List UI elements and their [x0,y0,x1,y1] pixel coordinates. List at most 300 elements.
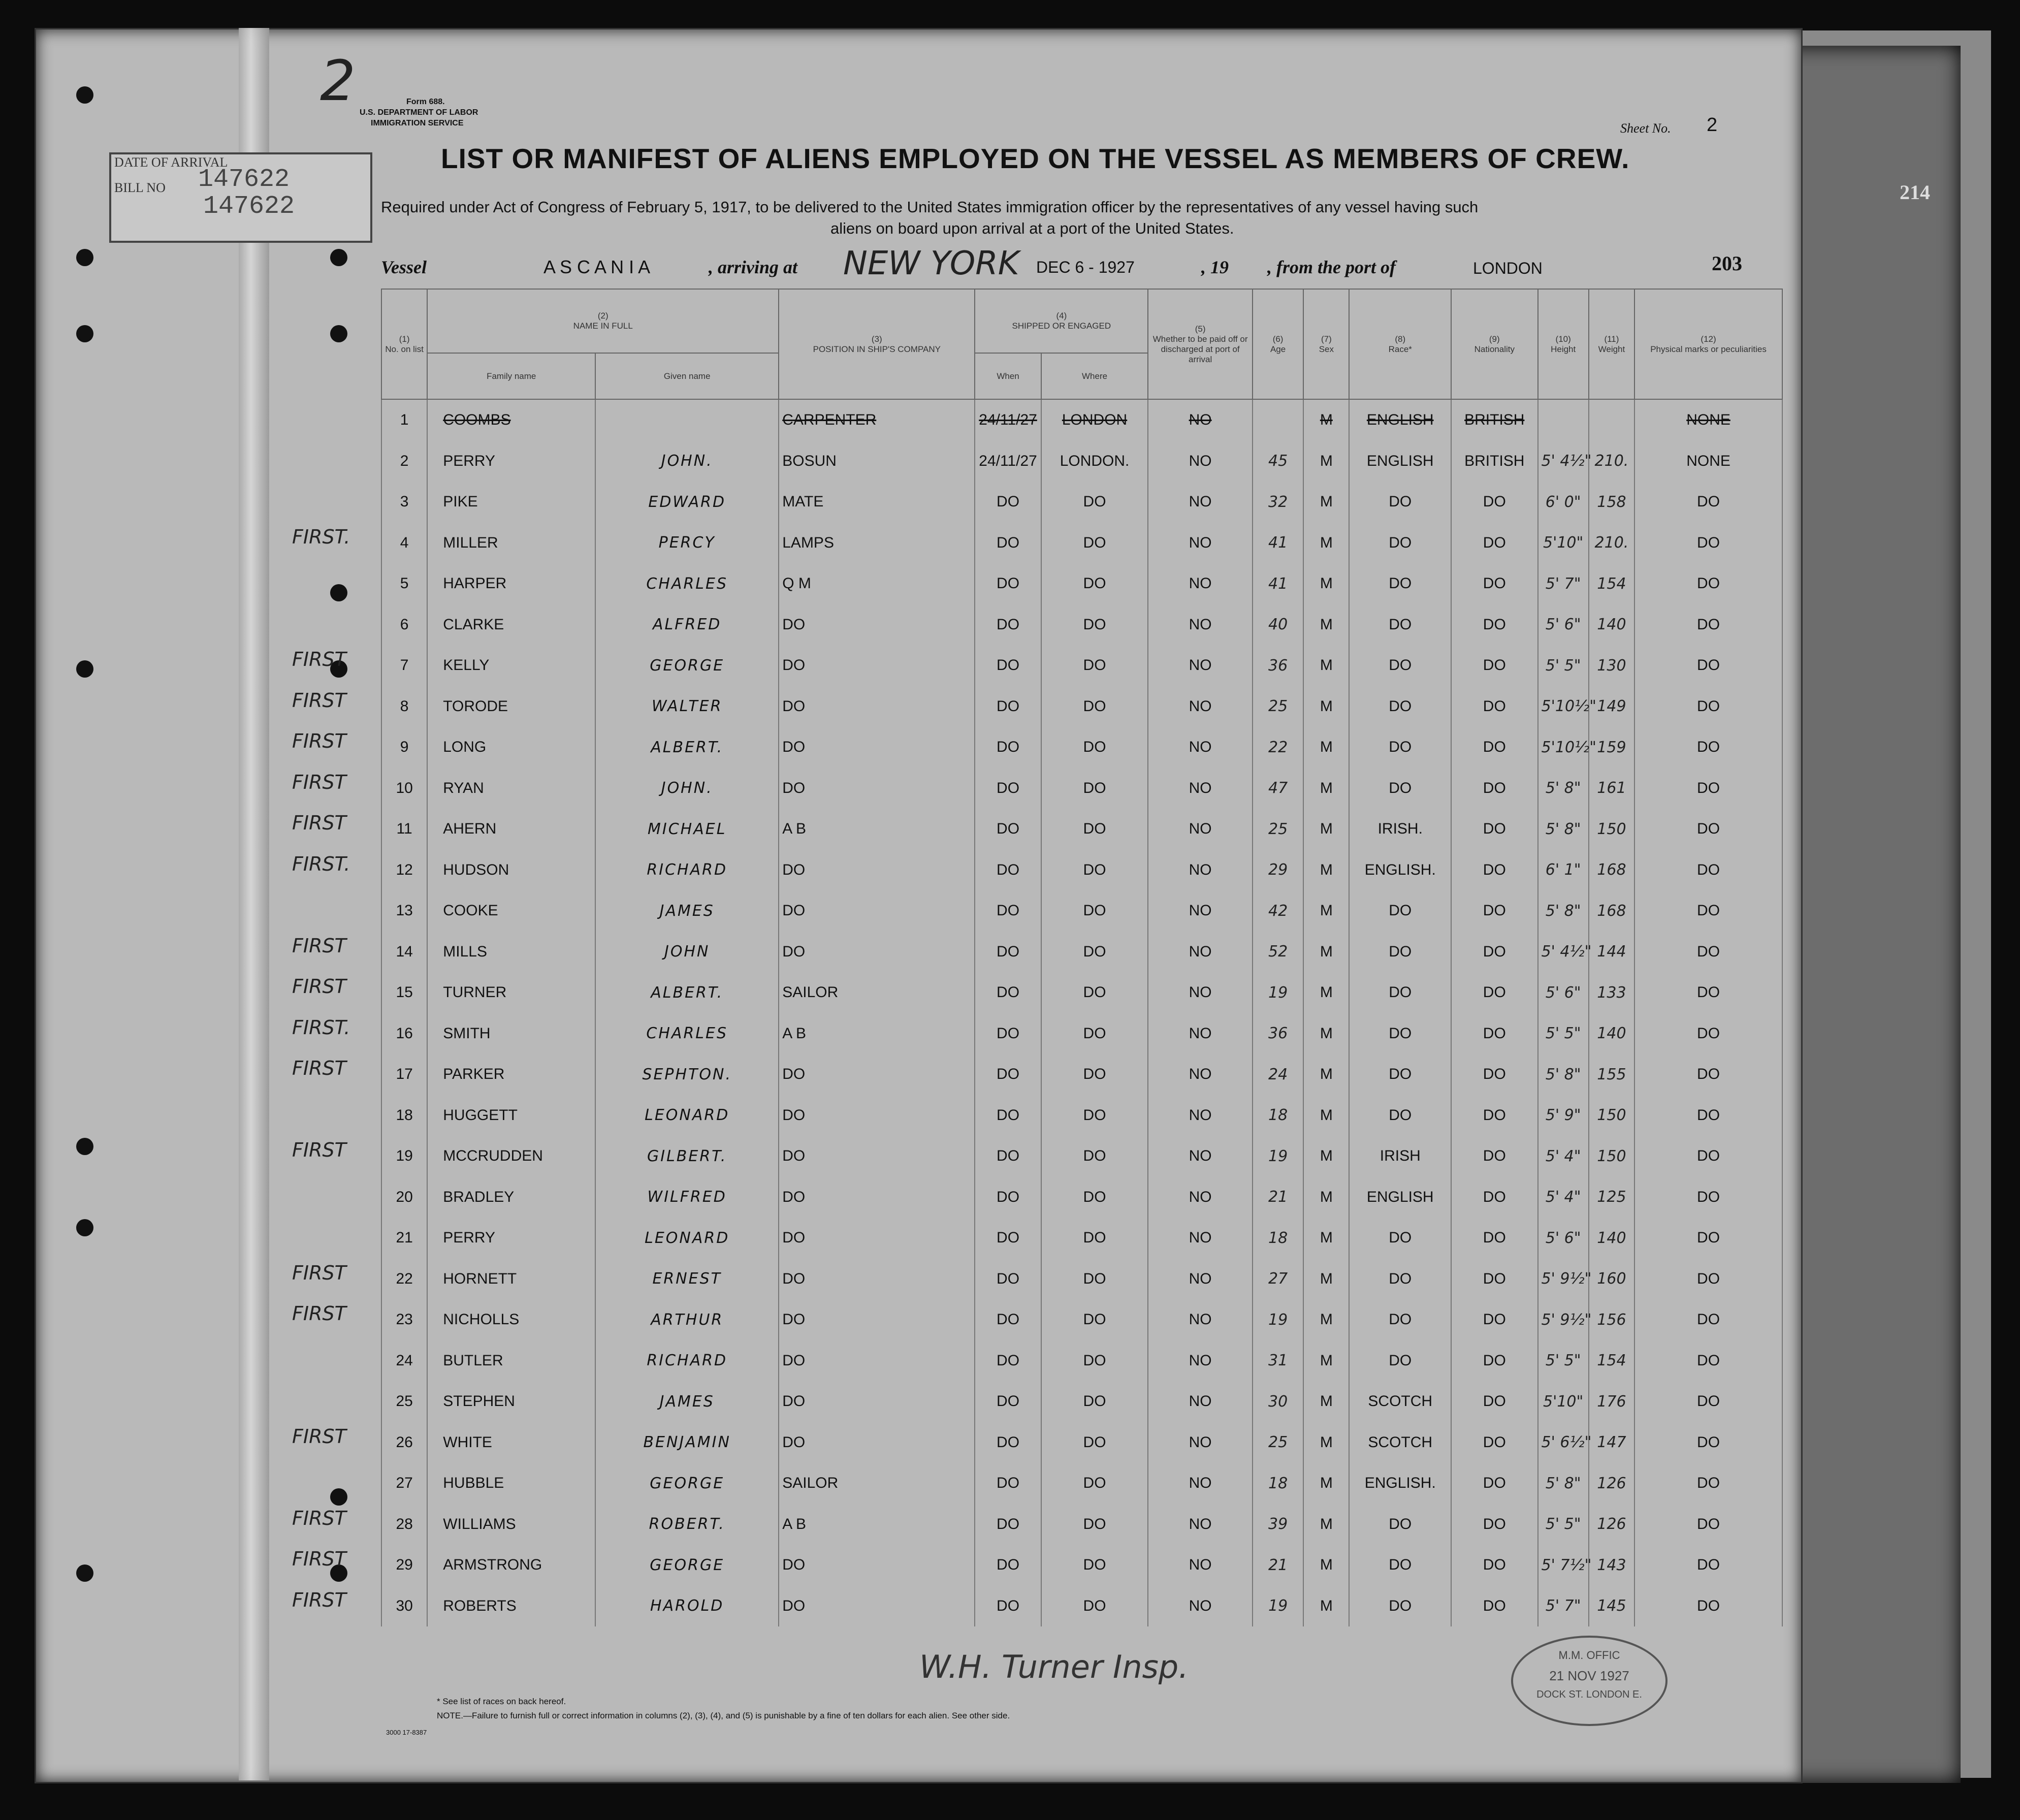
race-cell: IRISH [1349,1136,1451,1177]
shipped-when-cell: DO [975,1013,1041,1055]
family-name-cell: HARPER [427,563,595,604]
position-cell: DO [779,1340,975,1382]
table-row [381,1054,1782,1095]
given-name-cell: ROBERT. [595,1504,779,1545]
shipped-where-cell: DO [1041,1095,1148,1136]
header-paid: (5) Whether to be paid off or discharged at port of arrival [1148,289,1253,399]
family-name-cell: PIKE [427,482,595,523]
race-cell: DO [1349,1013,1451,1055]
given-name-cell: ALBERT. [595,972,779,1013]
position-cell: DO [779,932,975,973]
bill-number-2: 147622 [203,192,295,221]
table-row [381,932,1782,973]
family-name-cell: KELLY [427,645,595,686]
nationality-cell: DO [1451,1381,1537,1422]
paid-off-cell: NO [1148,1299,1253,1340]
height-cell: 5' 6" [1538,604,1589,646]
shipped-where-cell: DO [1041,727,1148,768]
age-cell: 22 [1253,727,1303,768]
margin-note: FIRST [292,730,346,752]
table-row [381,1340,1782,1382]
family-name-cell: STEPHEN [427,1381,595,1422]
paid-off-cell: NO [1148,482,1253,523]
physical-marks-cell: DO [1634,563,1782,604]
row-number-cell: 6 [381,604,427,646]
given-name-cell: JOHN [595,932,779,973]
binder-hole [76,325,93,342]
position-cell: BOSUN [779,441,975,482]
paid-off-cell: NO [1148,932,1253,973]
paid-off-cell: NO [1148,1422,1253,1463]
height-cell: 6' 0" [1538,482,1589,523]
table-row [381,1095,1782,1136]
family-name-cell: RYAN [427,768,595,809]
age-cell: 19 [1253,1586,1303,1627]
date-of-arrival-label: DATE OF ARRIVAL [114,155,228,170]
header-sex: (7) Sex [1303,289,1349,399]
paid-off-cell: NO [1148,645,1253,686]
shipped-where-cell: DO [1041,482,1148,523]
shipped-when-cell: 24/11/27 [975,441,1041,482]
dock-office-stamp: M.M. OFFIC 21 NOV 1927 DOCK ST. LONDON E. [1511,1636,1668,1726]
given-name-cell: EDWARD [595,482,779,523]
physical-marks-cell: DO [1634,1422,1782,1463]
height-cell: 5' 4½" [1538,932,1589,973]
shipped-when-cell: DO [975,850,1041,891]
margin-note: FIRST. [292,525,350,548]
race-cell: DO [1349,1259,1451,1300]
shipped-where-cell: DO [1041,1299,1148,1340]
sex-cell: M [1303,1545,1349,1586]
race-cell: DO [1349,932,1451,973]
race-cell: DO [1349,482,1451,523]
given-name-cell: GEORGE [595,1463,779,1504]
height-cell: 5' 7½" [1538,1545,1589,1586]
header-when: When [975,353,1041,399]
row-number-cell: 19 [381,1136,427,1177]
age-cell: 39 [1253,1504,1303,1545]
shipped-where-cell: DO [1041,1054,1148,1095]
race-cell: DO [1349,1299,1451,1340]
physical-marks-cell: DO [1634,1054,1782,1095]
sex-cell: M [1303,1422,1349,1463]
race-cell: DO [1349,1340,1451,1382]
margin-note: FIRST [292,1548,346,1570]
nationality-cell: BRITISH [1451,441,1537,482]
shipped-when-cell: DO [975,1299,1041,1340]
given-name-cell: ALFRED [595,604,779,646]
given-name-cell: PERCY [595,523,779,564]
margin-note: FIRST [292,934,346,957]
position-cell: SAILOR [779,972,975,1013]
weight-cell: 159 [1589,727,1634,768]
nationality-cell: DO [1451,809,1537,850]
age-cell: 19 [1253,1299,1303,1340]
physical-marks-cell: DO [1634,645,1782,686]
year-label: , 19 [1201,257,1229,277]
weight-cell: 126 [1589,1504,1634,1545]
nationality-cell: DO [1451,523,1537,564]
given-name-cell: WILFRED [595,1177,779,1218]
sex-cell: M [1303,1218,1349,1259]
paid-off-cell: NO [1148,972,1253,1013]
age-cell: 45 [1253,441,1303,482]
stamped-number: 203 [1712,252,1742,275]
given-name-cell: JOHN. [595,768,779,809]
position-cell: DO [779,1381,975,1422]
race-cell: ENGLISH [1349,441,1451,482]
race-cell: DO [1349,686,1451,727]
physical-marks-cell: DO [1634,972,1782,1013]
given-name-cell: BENJAMIN [595,1422,779,1463]
family-name-cell: MCCRUDDEN [427,1136,595,1177]
physical-marks-cell: DO [1634,1136,1782,1177]
binder-hole [76,1138,93,1155]
given-name-cell: RICHARD [595,1340,779,1382]
table-row [381,1259,1782,1300]
shipped-when-cell: DO [975,1381,1041,1422]
given-name-cell [595,399,779,441]
paid-off-cell: NO [1148,890,1253,932]
weight-cell: 155 [1589,1054,1634,1095]
sex-cell: M [1303,1095,1349,1136]
height-cell: 6' 1" [1538,850,1589,891]
header-given-name: Given name [595,353,779,399]
age-cell: 18 [1253,1218,1303,1259]
nationality-cell: DO [1451,1177,1537,1218]
given-name-cell: LEONARD [595,1218,779,1259]
shipped-where-cell: DO [1041,1177,1148,1218]
weight-cell: 140 [1589,1013,1634,1055]
arrival-port: NEW YORK [843,245,1019,282]
bill-number-1: 147622 [198,165,290,194]
header-weight: (11) Weight [1589,289,1634,399]
paid-off-cell: NO [1148,727,1253,768]
position-cell: Q M [779,563,975,604]
shipped-where-cell: DO [1041,686,1148,727]
row-number-cell: 7 [381,645,427,686]
family-name-cell: BUTLER [427,1340,595,1382]
nationality-cell: DO [1451,727,1537,768]
table-row [381,1381,1782,1422]
age-cell [1253,399,1303,441]
table-row [381,850,1782,891]
table-row [381,768,1782,809]
race-cell: DO [1349,727,1451,768]
table-row [381,972,1782,1013]
shipped-when-cell: DO [975,1136,1041,1177]
paid-off-cell: NO [1148,1095,1253,1136]
shipped-when-cell: DO [975,1054,1041,1095]
physical-marks-cell: DO [1634,1586,1782,1627]
row-number-cell: 15 [381,972,427,1013]
row-number-cell: 23 [381,1299,427,1340]
nationality-cell: DO [1451,686,1537,727]
row-number-cell: 14 [381,932,427,973]
position-cell: DO [779,850,975,891]
paid-off-cell: NO [1148,563,1253,604]
margin-note: FIRST [292,771,346,793]
given-name-cell: HAROLD [595,1586,779,1627]
table-row [381,890,1782,932]
binder-hole [76,1219,93,1236]
shipped-where-cell: DO [1041,1218,1148,1259]
race-cell: DO [1349,1218,1451,1259]
height-cell: 5' 5" [1538,645,1589,686]
age-cell: 29 [1253,850,1303,891]
corner-mark: 2 [320,48,356,113]
family-name-cell: SMITH [427,1013,595,1055]
weight-cell: 161 [1589,768,1634,809]
paid-off-cell: NO [1148,441,1253,482]
weight-cell: 147 [1589,1422,1634,1463]
height-cell: 5' 5" [1538,1340,1589,1382]
given-name-cell: CHARLES [595,1013,779,1055]
position-cell: DO [779,604,975,646]
family-name-cell: HORNETT [427,1259,595,1300]
family-name-cell: HUBBLE [427,1463,595,1504]
nationality-cell: DO [1451,1095,1537,1136]
margin-note: FIRST [292,689,346,712]
margin-note: FIRST [292,1302,346,1325]
race-cell: SCOTCH [1349,1381,1451,1422]
weight-cell: 210. [1589,441,1634,482]
shipped-when-cell: 24/11/27 [975,399,1041,441]
sex-cell: M [1303,441,1349,482]
given-name-cell: JOHN. [595,441,779,482]
shipped-when-cell: DO [975,1218,1041,1259]
binder-hole [76,86,93,104]
position-cell: DO [779,768,975,809]
nationality-cell: DO [1451,563,1537,604]
family-name-cell: NICHOLLS [427,1299,595,1340]
vessel-label: Vessel [381,257,427,277]
shipped-where-cell: DO [1041,972,1148,1013]
height-cell: 5' 6" [1538,972,1589,1013]
race-cell: ENGLISH. [1349,1463,1451,1504]
sheet-number: 2 [1707,114,1718,136]
nationality-cell: DO [1451,1299,1537,1340]
physical-marks-cell: DO [1634,523,1782,564]
sex-cell: M [1303,1504,1349,1545]
race-cell: DO [1349,972,1451,1013]
margin-note: FIRST [292,1425,346,1448]
subtitle-line-1: Required under Act of Congress of February 5, 1917, to be delivered to the United States immigration officer by the representatives of any vessel having such [381,198,1479,216]
paid-off-cell: NO [1148,1340,1253,1382]
position-cell: DO [779,1545,975,1586]
physical-marks-cell: DO [1634,1259,1782,1300]
physical-marks-cell: DO [1634,1340,1782,1382]
paid-off-cell: NO [1148,604,1253,646]
height-cell: 5' 4½" [1538,441,1589,482]
shipped-when-cell: DO [975,1422,1041,1463]
age-cell: 18 [1253,1095,1303,1136]
weight-cell: 168 [1589,850,1634,891]
page-title: LIST OR MANIFEST OF ALIENS EMPLOYED ON THE VESSEL AS MEMBERS OF CREW. [441,143,1630,174]
position-cell: DO [779,1259,975,1300]
header-where: Where [1041,353,1148,399]
race-cell: DO [1349,890,1451,932]
table-row [381,809,1782,850]
header-marks: (12) Physical marks or peculiarities [1634,289,1782,399]
binder-hole [330,584,347,601]
given-name-cell: GILBERT. [595,1136,779,1177]
row-number-cell: 16 [381,1013,427,1055]
nationality-cell: DO [1451,1422,1537,1463]
position-cell: A B [779,1013,975,1055]
weight-cell: 144 [1589,932,1634,973]
weight-cell: 150 [1589,1136,1634,1177]
table-row [381,1013,1782,1055]
arriving-label: , arriving at [709,257,798,277]
family-name-cell: COOMBS [427,399,595,441]
paid-off-cell: NO [1148,1381,1253,1422]
shipped-where-cell: DO [1041,1381,1148,1422]
shipped-where-cell: DO [1041,1340,1148,1382]
row-number-cell: 21 [381,1218,427,1259]
age-cell: 47 [1253,768,1303,809]
family-name-cell: MILLS [427,932,595,973]
physical-marks-cell: DO [1634,890,1782,932]
row-number-cell: 20 [381,1177,427,1218]
fine-note: NOTE.—Failure to furnish full or correct information in columns (2), (3), (4), and (5) is punishable by a fine of ten dollars for each alien. See other side. [437,1711,1010,1720]
nationality-cell: DO [1451,1463,1537,1504]
sex-cell: M [1303,645,1349,686]
height-cell: 5' 8" [1538,1054,1589,1095]
margin-note: FIRST [292,1507,346,1529]
race-cell: DO [1349,768,1451,809]
height-cell: 5'10" [1538,1381,1589,1422]
page-fold-shadow [239,28,269,1780]
row-number-cell: 24 [381,1340,427,1382]
nationality-cell: DO [1451,1136,1537,1177]
family-name-cell: HUDSON [427,850,595,891]
table-row [381,727,1782,768]
family-name-cell: ARMSTRONG [427,1545,595,1586]
shipped-where-cell: DO [1041,1586,1148,1627]
shipped-where-cell: DO [1041,850,1148,891]
subtitle-line-2: aliens on board upon arrival at a port of the United States. [830,219,1234,237]
nationality-cell: DO [1451,932,1537,973]
paid-off-cell: NO [1148,1259,1253,1300]
family-name-cell: PARKER [427,1054,595,1095]
shipped-where-cell: DO [1041,563,1148,604]
row-number-cell: 8 [381,686,427,727]
paid-off-cell: NO [1148,1013,1253,1055]
paid-off-cell: NO [1148,809,1253,850]
binder-hole [330,249,347,266]
age-cell: 21 [1253,1545,1303,1586]
sex-cell: M [1303,1586,1349,1627]
header-family-name: Family name [427,353,595,399]
family-name-cell: LONG [427,727,595,768]
table-row [381,399,1782,441]
physical-marks-cell: DO [1634,1013,1782,1055]
weight-cell: 150 [1589,1095,1634,1136]
height-cell: 5' 7" [1538,563,1589,604]
sheet-label: Sheet No. [1620,121,1671,136]
margin-note: FIRST. [292,1016,350,1039]
height-cell: 5' 8" [1538,1463,1589,1504]
weight-cell: 154 [1589,563,1634,604]
margin-note: FIRST [292,1057,346,1079]
sex-cell: M [1303,482,1349,523]
binder-hole [330,1488,347,1506]
shipped-where-cell: DO [1041,1136,1148,1177]
family-name-cell: WHITE [427,1422,595,1463]
margin-note: FIRST. [292,852,350,875]
nationality-cell: DO [1451,645,1537,686]
paid-off-cell: NO [1148,850,1253,891]
position-cell: DO [779,1299,975,1340]
paid-off-cell: NO [1148,1586,1253,1627]
sex-cell: M [1303,809,1349,850]
shipped-when-cell: DO [975,768,1041,809]
race-cell: ENGLISH. [1349,850,1451,891]
table-row [381,1422,1782,1463]
row-number-cell: 12 [381,850,427,891]
weight-cell: 154 [1589,1340,1634,1382]
sex-cell: M [1303,1259,1349,1300]
shipped-where-cell: DO [1041,523,1148,564]
position-cell: DO [779,1136,975,1177]
weight-cell: 150 [1589,809,1634,850]
paid-off-cell: NO [1148,1177,1253,1218]
paid-off-cell: NO [1148,768,1253,809]
weight-cell: 158 [1589,482,1634,523]
given-name-cell: MICHAEL [595,809,779,850]
age-cell: 36 [1253,1013,1303,1055]
position-cell: DO [779,890,975,932]
nationality-cell: DO [1451,482,1537,523]
shipped-where-cell: DO [1041,1013,1148,1055]
weight-cell: 130 [1589,645,1634,686]
vessel-name: A S C A N I A [543,257,651,277]
table-row [381,1136,1782,1177]
weight-cell: 210. [1589,523,1634,564]
race-cell: DO [1349,645,1451,686]
header-nationality: (9) Nationality [1451,289,1537,399]
height-cell: 5' 9½" [1538,1259,1589,1300]
family-name-cell: CLARKE [427,604,595,646]
shipped-where-cell: DO [1041,1259,1148,1300]
age-cell: 31 [1253,1340,1303,1382]
shipped-when-cell: DO [975,1463,1041,1504]
paid-off-cell: NO [1148,1054,1253,1095]
nationality-cell: BRITISH [1451,399,1537,441]
header-age: (6) Age [1253,289,1303,399]
weight-cell: 156 [1589,1299,1634,1340]
sex-cell: M [1303,399,1349,441]
height-cell: 5' 8" [1538,768,1589,809]
physical-marks-cell: DO [1634,604,1782,646]
physical-marks-cell: DO [1634,1504,1782,1545]
margin-note: FIRST [292,1139,346,1161]
height-cell [1538,399,1589,441]
from-port-label: , from the port of [1267,257,1396,277]
margin-note: FIRST [292,975,346,998]
height-cell: 5' 5" [1538,1504,1589,1545]
height-cell: 5' 9" [1538,1095,1589,1136]
race-cell: DO [1349,1545,1451,1586]
margin-note: FIRST [292,812,346,834]
nationality-cell: DO [1451,1340,1537,1382]
sex-cell: M [1303,1340,1349,1382]
sex-cell: M [1303,686,1349,727]
physical-marks-cell: DO [1634,768,1782,809]
physical-marks-cell: DO [1634,932,1782,973]
physical-marks-cell: DO [1634,1381,1782,1422]
